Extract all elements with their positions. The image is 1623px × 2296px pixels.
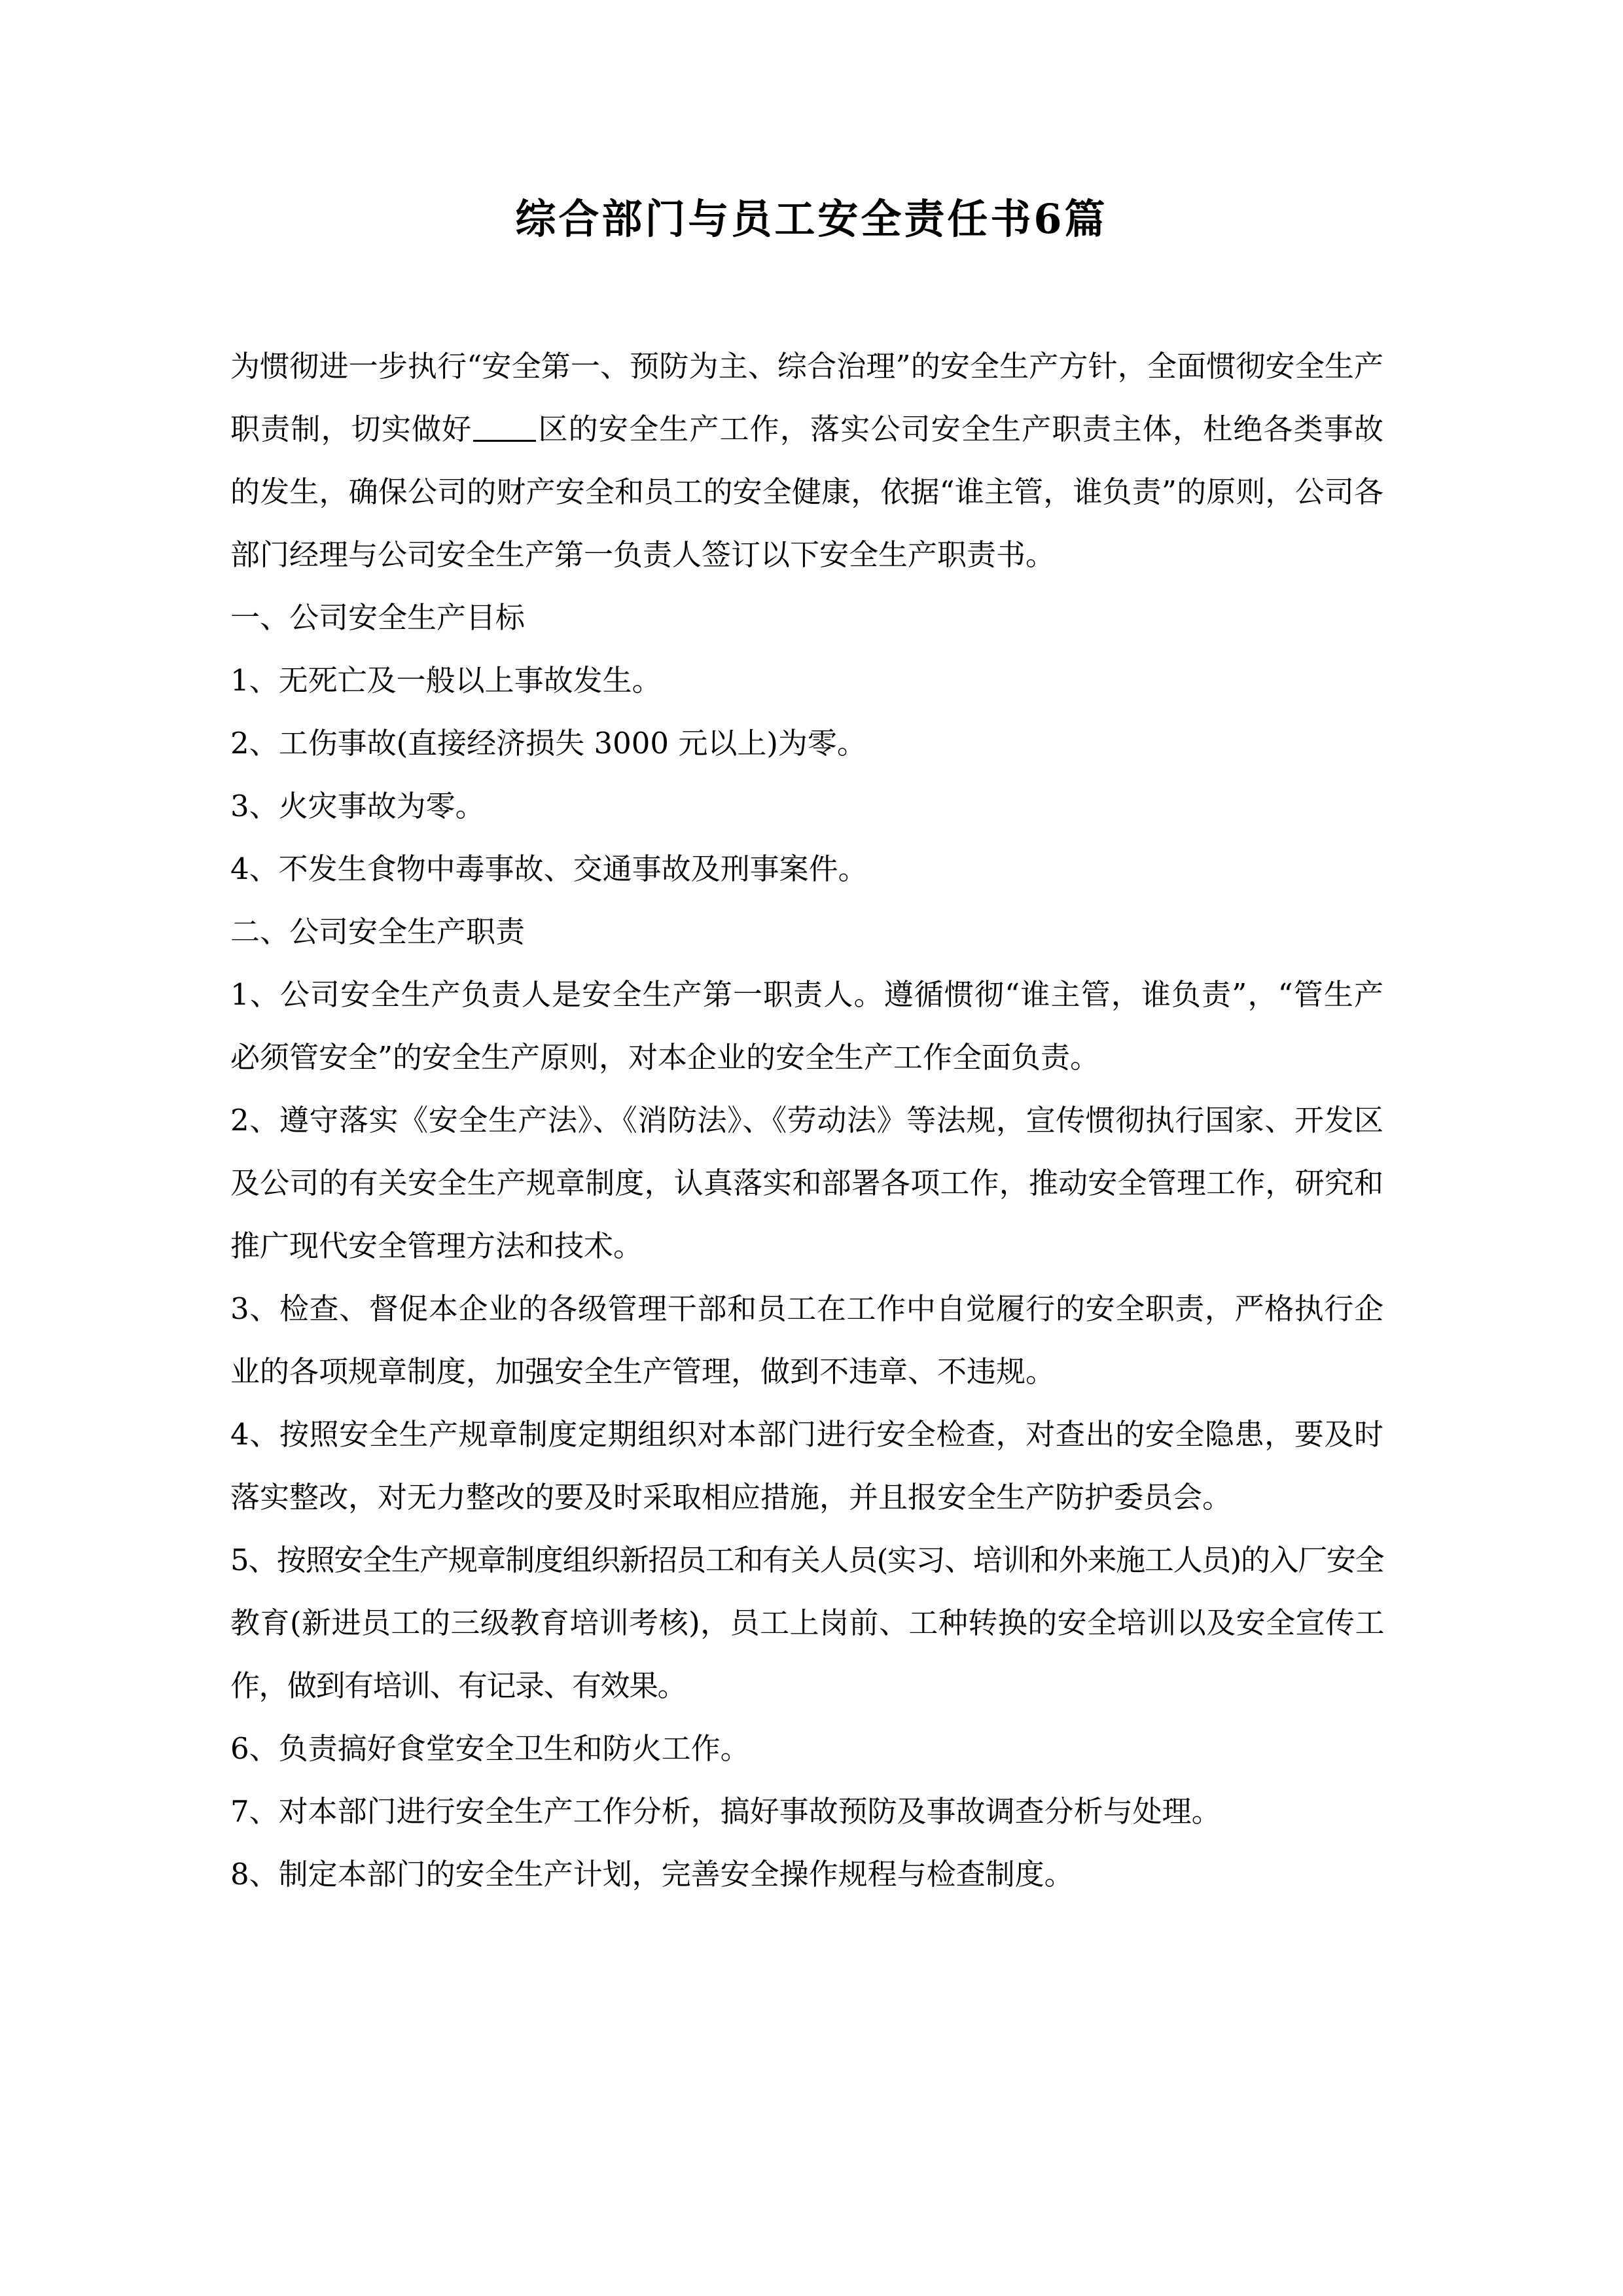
section-1-item-1: 1、无死亡及一般以上事故发生。 (230, 663, 662, 698)
section-2-item-4: 4、按照安全生产规章制度定期组织对本部门进行安全检查，对查出的安全隐患，要及时落实整改，对无力整改的要及时采取相应措施，并且报安全生产防护委员会。 (230, 1417, 1383, 1515)
section-2-item-2: 2、遵守落实《安全生产法》、《消防法》、《劳动法》等法规，宣传惯彻执行国家、开发区及公司的有关安全生产规章制度，认真落实和部署各项工作，推动安全管理工作，研究和推广现代安全管理方法和技术。 (230, 1103, 1383, 1263)
section-1-item-3: 3、火灾事故为零。 (230, 789, 485, 823)
section-1-item-4: 4、不发生食物中毒事故、交通事故及刑事案件。 (230, 852, 868, 886)
page-title: 综合部门与员工安全责任书6篇 (515, 195, 1108, 243)
section-2-item-1: 1、公司安全生产负责人是安全生产第一职责人。遵循惯彻“谁主管，谁负责”，“管生产必须管安全”的安全生产原则，对本企业的安全生产工作全面负责。 (230, 977, 1383, 1075)
section-2-item-6: 6、负责搞好食堂安全卫生和防火工作。 (230, 1731, 750, 1766)
intro-text-part2: 区的安全生产工作，落实公司安全生产职责主体，杜绝各类事故的发生，确保公司的财产安全和员工的安全健康，依据“谁主管，谁负责”的原则，公司各部门经理与公司安全生产第一负责人签订以下安全生产职责书。 (230, 412, 1383, 572)
fill-in-blank[interactable] (473, 440, 536, 442)
section-2-item-3: 3、检查、督促本企业的各级管理干部和员工在工作中自觉履行的安全职责，严格执行企业的各项规章制度，加强安全生产管理，做到不违章、不违规。 (230, 1291, 1383, 1389)
intro-text-part1: 为惯彻进一步执行“安全第一、预防为主、综合治理”的安全生产方针，全面惯彻安全生产职责制，切实做好 (230, 349, 1383, 446)
section-heading-1: 一、公司安全生产目标 (230, 600, 526, 635)
section-heading-2: 二、公司安全生产职责 (230, 914, 526, 949)
intro-paragraph (230, 335, 1383, 586)
document-body (230, 335, 1383, 1906)
section-2-item-7: 7、对本部门进行安全生产工作分析，搞好事故预防及事故调查分析与处理。 (230, 1794, 1221, 1829)
section-1-item-2: 2、工伤事故(直接经济损失 3000 元以上)为零。 (230, 726, 866, 761)
section-2-item-5: 5、按照安全生产规章制度组织新招员工和有关人员(实习、培训和外来施工人员)的入厂安全教育(新进员工的三级教育培训考核)，员工上岗前、工种转换的安全培训以及安全宣传工作，做到有培训、有记录、有效果。 (230, 1543, 1383, 1703)
section-2-item-8: 8、制定本部门的安全生产计划，完善安全操作规程与检查制度。 (230, 1857, 1074, 1892)
